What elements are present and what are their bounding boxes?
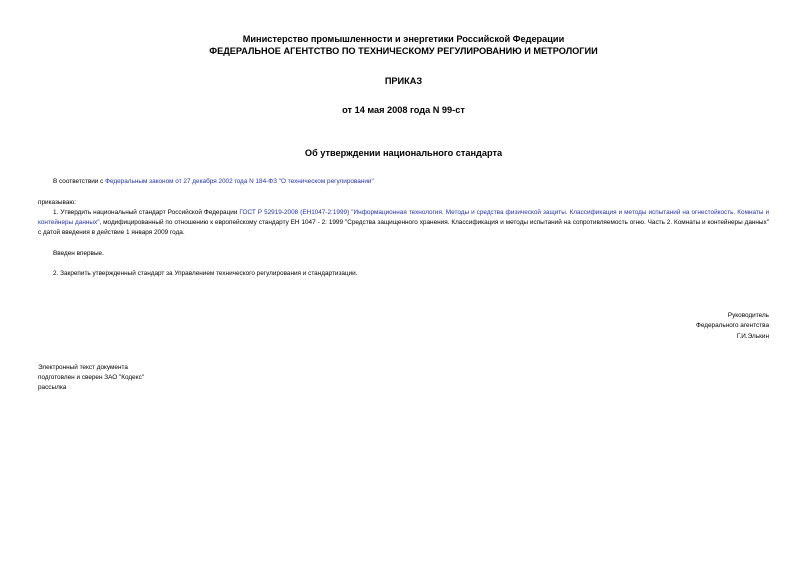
item-2-paragraph: 2. Закрепить утвержденный стандарт за Управлением технического регулирования и стандартизации. [53,270,358,277]
gost-link[interactable]: ГОСТ Р 52919-2008 (ЕН1047-2:1999) [239,209,350,216]
order-date-number: от 14 мая 2008 года N 99-ст [342,105,465,115]
signature-org: Федерального агентства [695,322,769,329]
agency-heading: ФЕДЕРАЛЬНОЕ АГЕНТСТВО ПО ТЕХНИЧЕСКОМУ РЕГУЛИРОВАНИЮ И МЕТРОЛОГИИ [209,46,598,56]
item-1-suffix: , модифицированный по отношению к европейскому стандарту ЕН 1047 - 2: 1999 "Средства защищенного хранения. Классификация и методы испытаний на сопротивляемость огню. Часть 2. Комнаты и контейнеры данных" с датой введения в действие 1 января 2009 года. [38,219,769,236]
standard-title-link[interactable]: "Информационная технология. Методы и средства физической защиты. Классификация и методы испытаний на огнестойкость. Комнаты и контейнеры данных" [38,209,770,226]
federal-law-link[interactable]: Федеральным законом от 27 декабря 2002 года N 184-ФЗ "О техническом регулировании" [105,178,374,185]
order-title: ПРИКАЗ [384,76,423,86]
footer-line-3: рассылка [38,384,67,391]
footer-line-1: Электронный текст документа [38,364,128,371]
item-1-prefix: 1. Утвердить национальный стандарт Российской Федерации [53,209,240,216]
footer-line-2: подготовлен и сверен ЗАО "Кодекс" [38,374,145,381]
signature-title: Руководитель [727,312,769,319]
first-introduced-note: Введен впервые. [53,250,104,257]
signature-name: Г.И.Элькин [736,333,769,340]
intro-prefix: В соответствии с [53,178,106,185]
intro-paragraph [53,177,374,187]
ministry-heading: Министерство промышленности и энергетики Российской Федерации [242,34,565,44]
order-word: приказываю: [38,199,76,206]
item-1-paragraph [38,208,769,238]
order-subject: Об утверждении национального стандарта [304,148,503,158]
